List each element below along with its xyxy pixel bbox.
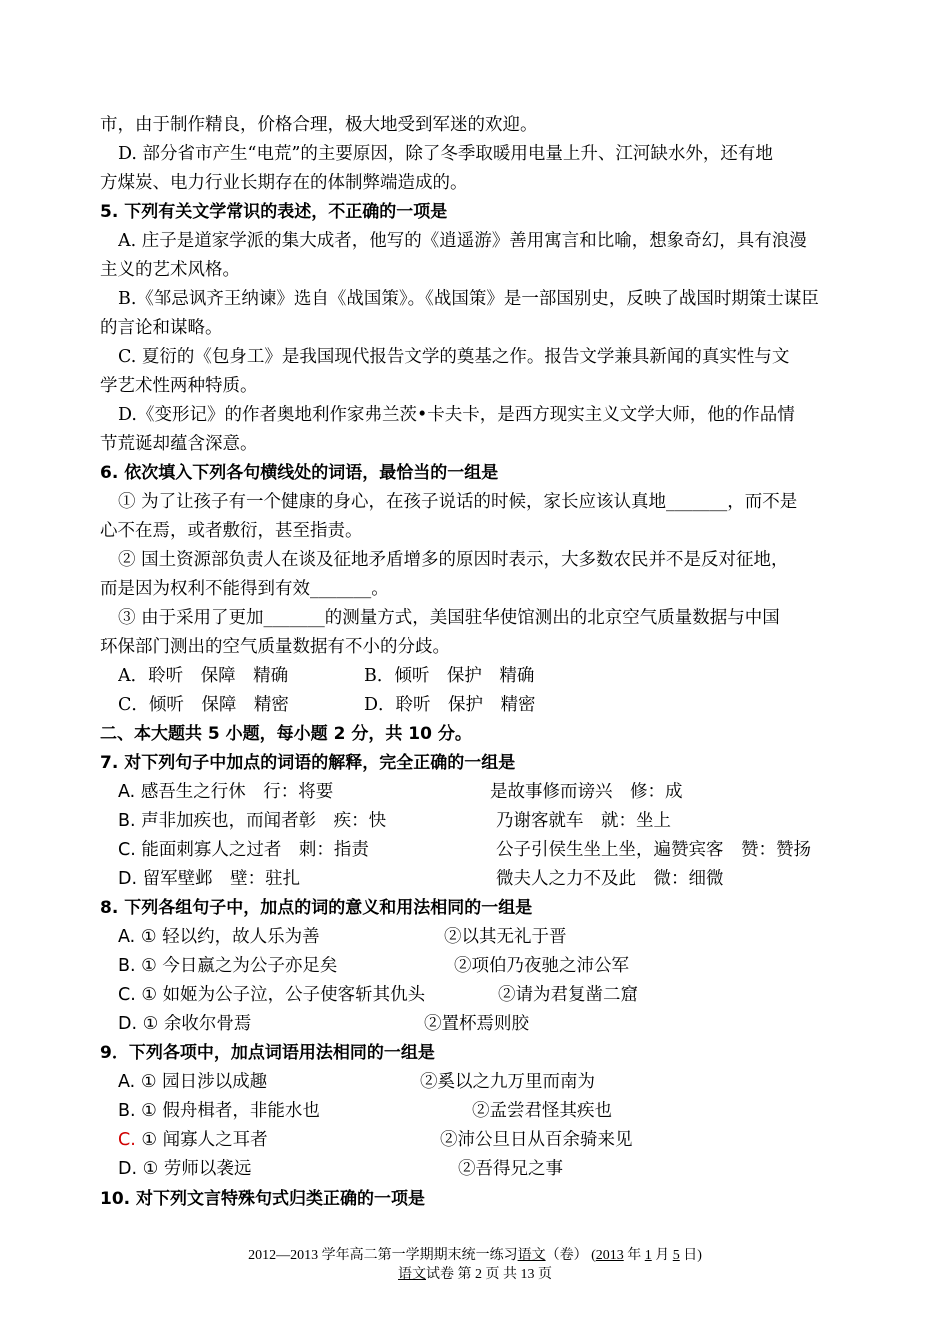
q6-sentence-2: ② 国土资源部负责人在谈及征地矛盾增多的原因时表示，大多数农民并不是反对征地， — [118, 550, 789, 570]
option-text: 公子引侯生坐上坐，遍赞宾客 赞：赞扬 — [496, 840, 811, 860]
footer-subject: 语文 — [398, 1267, 426, 1282]
q9-row-c — [118, 1126, 878, 1155]
option-text: ① 闻寡人之耳者 — [141, 1130, 268, 1150]
text-line: 心不在焉，或者敷衍，甚至指责。 — [100, 521, 363, 541]
footer-year: 2013 — [595, 1248, 624, 1263]
footer-subject: 语文 — [517, 1248, 546, 1263]
option-text: ②以其无礼于晋 — [444, 927, 567, 947]
option-label: A. — [118, 927, 136, 947]
option-text: ① 今日嬴之为公子亦足矣 — [141, 956, 338, 976]
q5-option-a: A. 庄子是道家学派的集大成者，他写的《逍遥游》善用寓言和比喻，想象奇幻，具有浪漫 — [118, 231, 807, 251]
page-number: 试卷 第 2 页 共 13 页 — [426, 1267, 552, 1282]
question-5-stem: 5. 下列有关文学常识的表述，不正确的一项是 — [100, 202, 448, 222]
option-text: 声非加疾也，而闻者彰 疾：快 — [141, 811, 387, 831]
question-7-stem: 7. 对下列句子中加点的词语的解释，完全正确的一组是 — [100, 753, 516, 773]
option-text: ②置杯焉则胶 — [424, 1014, 529, 1034]
option-label-highlighted: C. — [118, 1130, 136, 1150]
option-text: 微夫人之力不及此 微：细微 — [496, 869, 724, 889]
text-line: 学艺术性两种特质。 — [100, 376, 258, 396]
option-text: 乃谢客就车 就：坐上 — [496, 811, 671, 831]
q6-sentence-3: ③ 由于采用了更加_______的测量方式，美国驻华使馆测出的北京空气质量数据与中国 — [118, 608, 780, 628]
option-text: ②沛公旦日从百余骑来见 — [440, 1130, 633, 1150]
option-label: B. — [118, 811, 136, 831]
footer-text: 年 — [623, 1248, 645, 1263]
option-text: ②项伯乃夜驰之沛公军 — [454, 956, 629, 976]
question-9-stem: 9．下列各项中，加点词语用法相同的一组是 — [100, 1043, 435, 1063]
text-line: 环保部门测出的空气质量数据有不小的分歧。 — [100, 637, 450, 657]
q6-option-d: D．聆听 保护 精密 — [364, 695, 536, 715]
option-text: 留军壁邺 壁：驻扎 — [142, 869, 301, 889]
section-2-heading: 二、本大题共 5 小题，每小题 2 分，共 10 分。 — [100, 724, 472, 744]
option-text: ① 假舟楫者，非能水也 — [141, 1101, 320, 1121]
footer-text: 月 — [651, 1248, 673, 1263]
option-label: D. — [118, 869, 138, 889]
q9-row-d — [118, 1155, 878, 1184]
q7-row-d — [118, 865, 878, 894]
q6-option-b: B．倾听 保护 精确 — [364, 666, 535, 686]
q8-row-c — [118, 981, 878, 1010]
q9-row-a — [118, 1068, 878, 1097]
question-6-stem: 6. 依次填入下列各句横线处的词语，最恰当的一组是 — [100, 463, 499, 483]
q8-row-b — [118, 952, 878, 981]
footer-text: 日) — [679, 1248, 702, 1263]
q6-option-c: C．倾听 保障 精密 — [118, 695, 289, 715]
footer-text: （卷） — [545, 1248, 588, 1263]
footer-line-1 — [0, 1247, 950, 1265]
q8-row-d — [118, 1010, 878, 1039]
option-label: B. — [118, 1101, 136, 1121]
question-8-stem: 8. 下列各组句子中，加点的词的意义和用法相同的一组是 — [100, 898, 533, 918]
footer-day: 5 — [672, 1248, 680, 1263]
option-label: D. — [118, 1159, 138, 1179]
q6-options-row — [118, 662, 878, 691]
q6-options-row — [118, 691, 878, 720]
option-d-q4: D. 部分省市产生“电荒”的主要原因，除了冬季取暖用电量上升、江河缺水外，还有地 — [118, 144, 773, 164]
footer-line-2 — [0, 1266, 950, 1284]
option-text: ① 余收尔骨焉 — [142, 1014, 252, 1034]
footer-text: ( — [591, 1248, 596, 1263]
q8-row-a — [118, 923, 878, 952]
text-line: 市，由于制作精良，价格合理，极大地受到军迷的欢迎。 — [100, 115, 538, 135]
q6-sentence-1: ① 为了让孩子有一个健康的身心，在孩子说话的时候，家长应该认真地_______，而不是 — [118, 492, 798, 512]
option-label: A. — [118, 782, 136, 802]
q5-option-c: C. 夏衍的《包身工》是我国现代报告文学的奠基之作。报告文学兼具新闻的真实性与文 — [118, 347, 790, 367]
option-text: ②孟尝君怪其疾也 — [472, 1101, 612, 1121]
option-text: 感吾生之行休 行：将要 — [140, 782, 334, 802]
option-text: 是故事修而谤兴 修：成 — [490, 782, 683, 802]
text-line: 主义的艺术风格。 — [100, 260, 240, 280]
option-text: ① 如姬为公子泣，公子使客斩其仇头 — [141, 985, 426, 1005]
q7-row-a — [118, 778, 878, 807]
option-text: ① 劳师以袭远 — [142, 1159, 252, 1179]
option-text: 能面刺寡人之过者 刺：指责 — [141, 840, 369, 860]
q9-row-b — [118, 1097, 878, 1126]
text-line: 而是因为权利不能得到有效_______。 — [100, 579, 389, 599]
option-label: D. — [118, 1014, 138, 1034]
text-line: 节荒诞却蕴含深意。 — [100, 434, 258, 454]
q7-row-b — [118, 807, 878, 836]
q7-row-c — [118, 836, 878, 865]
option-label: C. — [118, 985, 136, 1005]
option-label: C. — [118, 840, 136, 860]
q6-option-a: A．聆听 保障 精确 — [118, 666, 289, 686]
footer-month: 1 — [644, 1248, 652, 1263]
option-label: A. — [118, 1072, 136, 1092]
option-text: ②吾得兄之事 — [458, 1159, 563, 1179]
text-line: 的言论和谋略。 — [100, 318, 223, 338]
footer-text: 2012—2013 学年高二第一学期期末统一练习 — [248, 1248, 518, 1263]
option-label: B. — [118, 956, 136, 976]
q5-option-b: B.《邹忌讽齐王纳谏》选自《战国策》。《战国策》是一部国别史，反映了战国时期策士谋臣 — [118, 289, 819, 309]
q5-option-d: D.《变形记》的作者奥地利作家弗兰茨•卡夫卡，是西方现实主义文学大师，他的作品情 — [118, 405, 795, 425]
option-text: ②奚以之九万里而南为 — [420, 1072, 595, 1092]
option-text: ②请为君复凿二窟 — [498, 985, 638, 1005]
option-text: ① 轻以约，故人乐为善 — [140, 927, 320, 947]
option-text: ① 园日涉以成趣 — [140, 1072, 268, 1092]
question-10-stem: 10. 对下列文言特殊句式归类正确的一项是 — [100, 1189, 426, 1209]
text-line: 方煤炭、电力行业长期存在的体制弊端造成的。 — [100, 173, 468, 193]
